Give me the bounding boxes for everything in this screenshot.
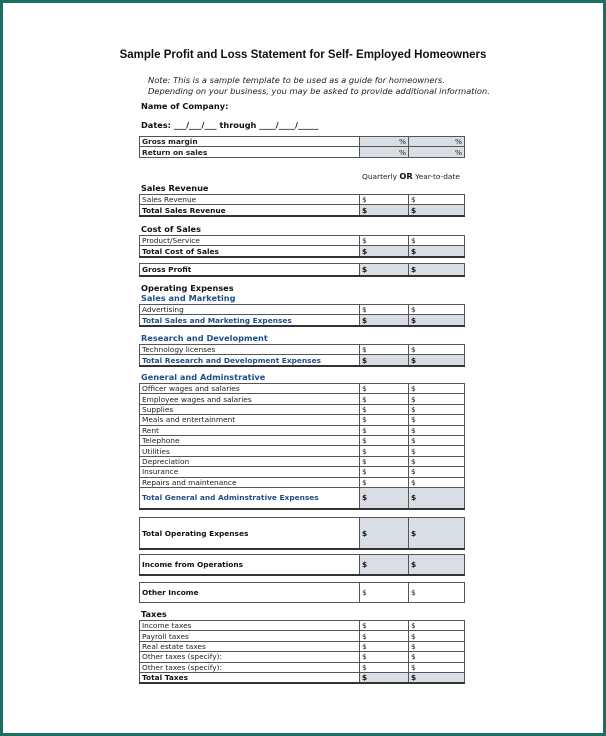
- quarterly-cell[interactable]: $: [360, 246, 409, 257]
- quarterly-cell[interactable]: $: [360, 672, 409, 683]
- line-item-label: Officer wages and salaries: [140, 384, 360, 394]
- taxes-table: [139, 620, 465, 684]
- other-income-label: Other Income: [140, 583, 360, 603]
- table-row: [140, 147, 465, 157]
- ytd-cell[interactable]: $: [409, 583, 465, 603]
- ytd-cell[interactable]: $: [409, 555, 465, 576]
- total-label: Income from Operations: [140, 555, 360, 576]
- quarterly-cell[interactable]: $: [360, 456, 409, 466]
- ratio-label: Gross margin: [140, 137, 360, 147]
- line-item-label: Utilities: [140, 446, 360, 456]
- ytd-cell[interactable]: $: [409, 487, 465, 509]
- ytd-header: Year-to-date: [415, 172, 460, 181]
- subsection-heading: General and Adminstrative: [141, 372, 266, 382]
- quarterly-cell[interactable]: $: [360, 195, 409, 205]
- quarterly-cell[interactable]: $: [360, 205, 409, 216]
- table-row: [140, 621, 465, 631]
- total-row: [140, 246, 465, 257]
- research-dev-table: [139, 344, 465, 367]
- table-row: [140, 446, 465, 456]
- line-item-label: Other taxes (specify):: [140, 662, 360, 672]
- table-row: [140, 195, 465, 205]
- total-row: [140, 264, 465, 277]
- line-item-label: Product/Service: [140, 236, 360, 246]
- quarterly-cell[interactable]: $: [360, 467, 409, 477]
- other-income-table: [139, 582, 465, 603]
- line-item-label: Rent: [140, 425, 360, 435]
- total-label: Total Cost of Sales: [140, 246, 360, 257]
- ratio-label: Return on sales: [140, 147, 360, 157]
- table-row: [140, 345, 465, 355]
- ytd-cell[interactable]: $: [409, 355, 465, 366]
- line-item-label: Employee wages and salaries: [140, 394, 360, 404]
- quarterly-cell[interactable]: $: [360, 425, 409, 435]
- total-row: [140, 355, 465, 366]
- section-heading: Sales Revenue: [141, 183, 209, 193]
- total-row: [140, 555, 465, 576]
- ytd-cell[interactable]: $: [409, 467, 465, 477]
- quarterly-cell[interactable]: $: [360, 621, 409, 631]
- ytd-cell[interactable]: $: [409, 264, 465, 277]
- table-row: [140, 305, 465, 315]
- line-item-label: Meals and entertainment: [140, 415, 360, 425]
- ytd-cell[interactable]: $: [409, 631, 465, 641]
- dates-label: Dates: ___/___/___ through ____/____/_____: [141, 120, 319, 130]
- table-row: [140, 662, 465, 672]
- line-item-label: Payroll taxes: [140, 631, 360, 641]
- quarterly-cell[interactable]: $: [360, 415, 409, 425]
- subsection-heading: Sales and Marketing: [141, 293, 236, 303]
- quarterly-cell[interactable]: $: [360, 518, 409, 550]
- ratio-ytd-cell[interactable]: %: [409, 137, 465, 147]
- total-row: [140, 672, 465, 683]
- line-item-label: Other taxes (specify):: [140, 652, 360, 662]
- total-label: Total Sales Revenue: [140, 205, 360, 216]
- table-row: [140, 631, 465, 641]
- quarterly-cell[interactable]: $: [360, 477, 409, 487]
- table-row: [140, 456, 465, 466]
- quarterly-cell[interactable]: $: [360, 487, 409, 509]
- table-row: [140, 415, 465, 425]
- total-row: [140, 487, 465, 509]
- total-label: Total Research and Development Expenses: [140, 355, 360, 366]
- line-item-label: Telephone: [140, 435, 360, 445]
- total-label: Total Sales and Marketing Expenses: [140, 315, 360, 326]
- ytd-cell[interactable]: $: [409, 641, 465, 651]
- table-row: [140, 404, 465, 414]
- ytd-cell[interactable]: $: [409, 435, 465, 445]
- template-note: [148, 75, 490, 97]
- ytd-cell[interactable]: $: [409, 404, 465, 414]
- general-admin-table: [139, 383, 465, 510]
- ratio-quarterly-cell[interactable]: %: [360, 137, 409, 147]
- ytd-cell[interactable]: $: [409, 652, 465, 662]
- quarterly-cell[interactable]: $: [360, 394, 409, 404]
- table-row: [140, 425, 465, 435]
- ytd-cell[interactable]: $: [409, 394, 465, 404]
- total-operating-table: [139, 517, 465, 550]
- ytd-cell[interactable]: $: [409, 672, 465, 683]
- cost-of-sales-table: [139, 235, 465, 258]
- line-item-label: Income taxes: [140, 621, 360, 631]
- quarterly-cell[interactable]: $: [360, 641, 409, 651]
- table-row: [140, 394, 465, 404]
- line-item-label: Sales Revenue: [140, 195, 360, 205]
- table-row: [140, 435, 465, 445]
- ytd-cell[interactable]: $: [409, 621, 465, 631]
- line-item-label: Real estate taxes: [140, 641, 360, 651]
- ytd-cell[interactable]: $: [409, 415, 465, 425]
- total-row: [140, 315, 465, 326]
- quarterly-cell[interactable]: $: [360, 264, 409, 277]
- table-row: [140, 652, 465, 662]
- ytd-cell[interactable]: $: [409, 518, 465, 550]
- line-item-label: Technology licenses: [140, 345, 360, 355]
- total-row: [140, 205, 465, 216]
- note-line-1: Note: This is a sample template to be used as a guide for homeowners.: [148, 75, 445, 85]
- ytd-cell[interactable]: $: [409, 384, 465, 394]
- ytd-cell[interactable]: $: [409, 345, 465, 355]
- ytd-cell[interactable]: $: [409, 315, 465, 326]
- quarterly-cell[interactable]: $: [360, 384, 409, 394]
- table-row: [140, 641, 465, 651]
- income-operations-table: [139, 554, 465, 576]
- ratio-quarterly-cell[interactable]: %: [360, 147, 409, 157]
- quarterly-cell[interactable]: $: [360, 662, 409, 672]
- table-row: [140, 236, 465, 246]
- ytd-cell[interactable]: $: [409, 477, 465, 487]
- quarterly-header: Quarterly: [362, 172, 397, 181]
- quarterly-cell[interactable]: $: [360, 435, 409, 445]
- line-item-label: Supplies: [140, 404, 360, 414]
- or-header: OR: [399, 171, 413, 181]
- quarterly-cell[interactable]: $: [360, 315, 409, 326]
- ytd-cell[interactable]: $: [409, 446, 465, 456]
- gross-profit-table: [139, 263, 465, 277]
- section-heading: Operating Expenses: [141, 283, 234, 293]
- ytd-cell[interactable]: $: [409, 425, 465, 435]
- line-item-label: Repairs and maintenance: [140, 477, 360, 487]
- ytd-cell[interactable]: $: [409, 236, 465, 246]
- ytd-cell[interactable]: $: [409, 305, 465, 315]
- line-item-label: Advertising: [140, 305, 360, 315]
- quarterly-cell[interactable]: $: [360, 446, 409, 456]
- ratios-table: [139, 136, 465, 158]
- total-row: [140, 518, 465, 550]
- ratio-ytd-cell[interactable]: %: [409, 147, 465, 157]
- quarterly-cell[interactable]: $: [360, 236, 409, 246]
- table-row: [140, 384, 465, 394]
- quarterly-cell[interactable]: $: [360, 345, 409, 355]
- table-row: [140, 583, 465, 603]
- ytd-cell[interactable]: $: [409, 456, 465, 466]
- line-item-label: Insurance: [140, 467, 360, 477]
- ytd-cell[interactable]: $: [409, 195, 465, 205]
- page-title: Sample Profit and Loss Statement for Self- Employed Homeowners: [119, 49, 487, 61]
- sales-marketing-table: [139, 304, 465, 327]
- table-row: [140, 467, 465, 477]
- sales-revenue-table: [139, 194, 465, 217]
- column-headers: [362, 171, 460, 181]
- quarterly-cell[interactable]: $: [360, 652, 409, 662]
- line-item-label: Depreciation: [140, 456, 360, 466]
- total-label: Gross Profit: [140, 264, 360, 277]
- section-heading: Cost of Sales: [141, 224, 201, 234]
- ytd-cell[interactable]: $: [409, 246, 465, 257]
- note-line-2: Depending on your business, you may be asked to provide additional information.: [148, 86, 490, 96]
- company-name-label: Name of Company:: [141, 101, 229, 111]
- quarterly-cell[interactable]: $: [360, 555, 409, 576]
- table-row: [140, 137, 465, 147]
- subsection-heading: Research and Development: [141, 333, 268, 343]
- quarterly-cell[interactable]: $: [360, 583, 409, 603]
- quarterly-cell[interactable]: $: [360, 404, 409, 414]
- total-label: Total General and Adminstrative Expenses: [140, 487, 360, 509]
- ytd-cell[interactable]: $: [409, 205, 465, 216]
- section-heading: Taxes: [141, 609, 167, 619]
- quarterly-cell[interactable]: $: [360, 305, 409, 315]
- ytd-cell[interactable]: $: [409, 662, 465, 672]
- quarterly-cell[interactable]: $: [360, 355, 409, 366]
- quarterly-cell[interactable]: $: [360, 631, 409, 641]
- table-row: [140, 477, 465, 487]
- total-label: Total Operating Expenses: [140, 518, 360, 550]
- total-label: Total Taxes: [140, 672, 360, 683]
